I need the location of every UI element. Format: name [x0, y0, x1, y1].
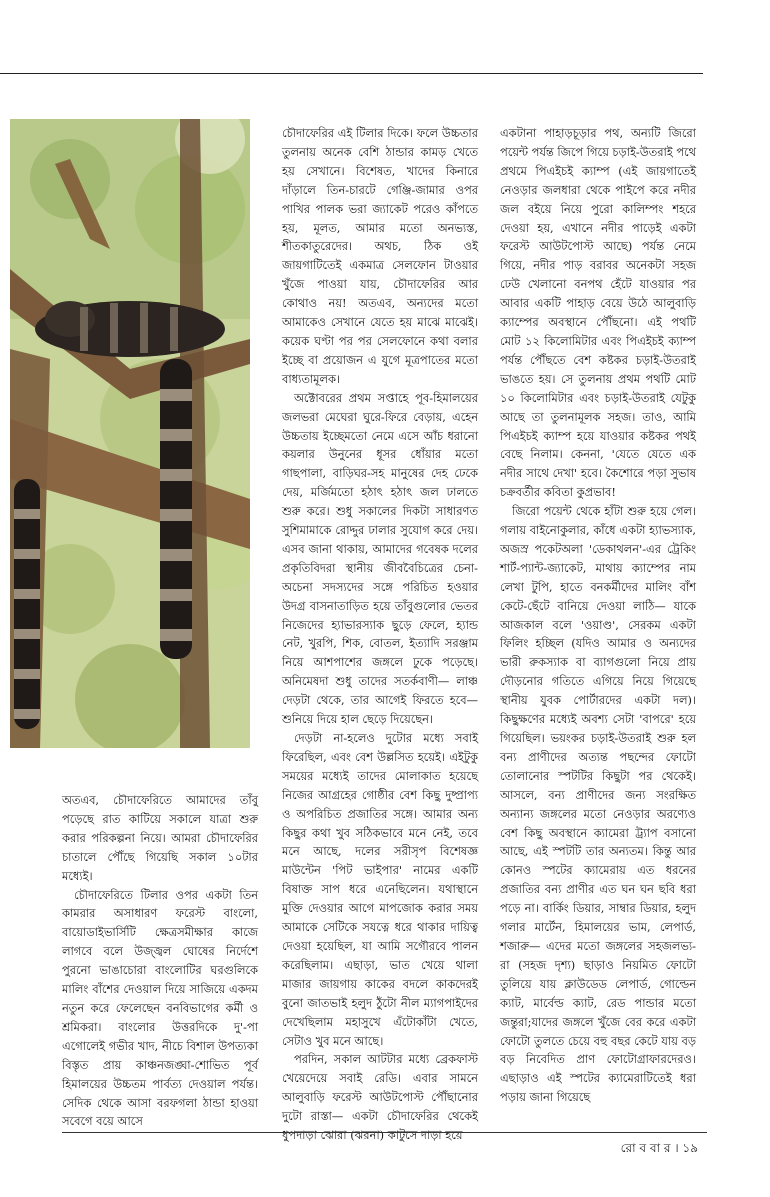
paragraph: পরদিন, সকাল আটটার মধ্যে ব্রেকফাস্ট খেয়েদেয়ে সবাই রেডি। এবার সামনে আলুবাড়ি ফরেস্ট আউটপোস্ট পৌঁছানোর দুটো রাস্তা— একটা চৌদাফেরির থেকেই ধুপদাড়া ঝোরা (ঝরনা) কাটুসে দাড়া হয়ে [282, 1052, 478, 1143]
paragraph: দেড়টা না-হলেও দুটোর মধ্যে সবাই ফিরেছিল, এবং বেশ উল্লসিত হয়েই। এইটুকু সময়ের মধ্যেই তাদের মোলাকাত হয়েছে নিজের আগ্রহের গোষ্ঠীর বেশ কিছু দুষ্প্রাপ্য ও অপরিচিত প্রজাতির সঙ্গে। আমার অন্য কিছুর কথা খুব সঠিকভাবে মনে নেই, তবে মনে আছে, দলের সরীসৃপ বিশেষজ্ঞ মাউন্টেন 'পিট ভাইপার' নামের একটি বিষাক্ত সাপ ধরে এনেছিলেন। যথাস্থানে মুক্তি দেওয়ার আগে মাপজোক করার সময় আমাকে সেটিকে সযত্নে ধরে থাকার দায়িত্ব দেওয়া হয়েছিল, যা আমি সগৌরবে পালন করেছিলাম। এছাড়া, ভাত খেয়ে থালা মাজার জায়গায় কাকের বদলে কাকদেরই বুনো জাতভাই হলুদ ঠুঁটো নীল ম্যাগপাইদের দেখেছিলাম মহাসুখে এঁটোকাঁটা খেতে, সেটাও খুব মনে আছে। [282, 731, 478, 1048]
article-column-1 [62, 791, 258, 1131]
paragraph: চৌদাফেরিতে টিলার ওপর একটা তিন কামরার অসাধারণ ফরেস্ট বাংলো, বায়োডাইভার্সিটি ক্ষেত্রসমীক্ষার কাজে লাগবে বলে উজ্জ্বল ঘোষের নির্দেশে পুরনো ভাঙাচোরা বাংলোটির ঘরগুলিকে মালিং বাঁশের দেওয়াল দিয়ে সাজিয়ে একদম নতুন করে ফেলেছেন বনবিভাগের কর্মী ও শ্রমিকরা। বাংলোর উত্তরদিকে দু'-পা এগোলেই গভীর খাদ, নীচে বিশাল উপত্যকা বিস্তৃত প্রায় কাঞ্চনজঙ্ঘা-শোভিত পূর্ব হিমালয়ের উচ্চতম পার্বত্য দেওয়াল পর্যন্ত। সেদিক থেকে আসা বরফগলা ঠান্ডা হাওয়া সবেগে বয়ে আসে [62, 887, 258, 1129]
article-column-3 [500, 124, 696, 1107]
paragraph: চৌদাফেরির এই টিলার দিকে। ফলে উচ্চতার তুলনায় অনেক বেশি ঠান্ডার কামড় খেতে হয় সেখানে। বিশেষত, খাদের কিনারে দাঁড়ালে তিন-চারটে গেঞ্জি-জামার ওপর পাখির পালক ভরা জ্যাকেট পরেও কাঁপতে হয়, মূলত, আমার মতো অনভ্যস্ত, শীতকাতুরেদের। অথচ, ঠিক ওই জায়গাটিতেই একমাত্র সেলফোন টাওয়ার খুঁজে পাওয়া যায়, চৌদাফেরির আর কোথাও নয়! অতএব, অন্যদের মতো আমাকেও সেখানে যেতে হয় মাঝে মাঝেই। কয়েক ঘণ্টা পর পর সেলফোনে কথা বলার ইচ্ছে বা প্রয়োজন এ যুগে মূত্রপাতের মতো বাধ্যতামূলক। [282, 126, 478, 386]
paragraph: অক্টোবরের প্রথম সপ্তাহে পূব-হিমালয়ের জলভরা মেঘেরা ঘুরে-ফিরে বেড়ায়, এহেন উচ্চতায় ইচ্ছেমতো নেমে এসে আঁচ ধরানো কয়লার উনুনের ধূসর ধোঁয়ার মতো গাছপালা, বাড়িঘর-সহ মানুষের দেহ ঢেকে দেয়, মর্জিমতো হঠাৎ হঠাৎ জল ঢালতে শুরু করে। শুধু সকালের দিকটা সাধারণত সুশিমামাকে রোদ্দুর ঢালার সুযোগ করে দেয়। এসব জানা থাকায়, আমাদের গবেষক দলের প্রকৃতিবিদরা স্থানীয় জীববৈচিত্রের চেনা-অচেনা সদস্যদের সঙ্গে পরিচিত হওয়ার উদগ্র বাসনাতাড়িত হয়ে তাঁবুগুলোর ভেতর নিজেদের হ্যাভারস্যাক ছুড়ে ফেলে, হ্যান্ড নেট, খুরপি, শিক, বোতল, ইত্যাদি সরঞ্জাম নিয়ে আশপাশের জঙ্গলে ঢুকে পড়েছে। অনিমেষদা শুধু তাদের সতর্কবাণী— লাঞ্চ দেড়টা থেকে, তার আগেই ফিরতে হবে— শুনিয়ে দিয়ে হাল ছেড়ে দিয়েছেন। [282, 390, 478, 727]
bottom-rule [62, 1132, 707, 1133]
paragraph: অতএব, চৌদাফেরিতে আমাদের তাঁবু পড়েছে রাত কাটিয়ে সকালে যাত্রা শুরু করার পরিকল্পনা নিয়ে। আমরা চৌদাফেরির চাতালে পৌঁছে গিয়েছি সকাল ১০টার মধ্যেই। [62, 793, 258, 883]
photo-illustration [10, 119, 250, 748]
top-rule [0, 73, 703, 74]
paragraph: জিরো পয়েন্ট থেকে হাঁটা শুরু হয়ে গেল। গলায় বাইনোকুলার, কাঁধে একটা হ্যাভস্যাক, অজস্র পকেটঅলা 'ডেকাথলন'-এর ট্রেকিং শার্ট-প্যান্ট-জ্যাকেট, মাথায় ক্যাম্পের নাম লেখা টুপি, হাতে বনকর্মীদের মালিং বাঁশ কেটে-ছেঁটে বানিয়ে দেওয়া লাঠি— যাকে আজকাল বলে 'ওয়াণ্ড', সেরকম একটা ফিলিং হচ্ছিল (যদিও আমার ও অন্যদের ভারী রুকস্যাক বা ব্যাগগুলো নিয়ে প্রায় দৌড়নোর গতিতে এগিয়ে নিয়ে গিয়েছে স্থানীয় যুবক পোর্টারদের একটা দল)। কিছুক্ষণের মধ্যেই অবশ্য সেটা 'বাপরে' হয়ে গিয়েছিল। ভয়ংকর চড়াই-উতরাই শুরু হল বন্য প্রাণীদের অত্যন্ত পছন্দের ফোটো তোলানোর স্পটটির কিছুটা পর থেকেই। আসলে, বন্য প্রাণীদের জন্য সংরক্ষিত অন্যান্য জঙ্গলের মতো নেওড়ার অরণ্যেও বেশ কিছু অবস্থানে ক্যামেরা ট্র্যাপ বসানো আছে, এই স্পটটি তার অন্যতম। কিন্তু আর কোনও স্পটের ক্যামেরায় এত ধরনের প্রজাতির বন্য প্রাণীর এত ঘন ঘন ছবি ধরা পড়ে না। বার্কিং ডিয়ার, সাম্বার ডিয়ার, হলুদ গলার মার্টেন, হিমালয়ের ভাম, লেপার্ড, শজারু— এদের মতো জঙ্গলের সহজলভ্য-রা (সহজ দৃশ্য) ছাড়াও নিয়মিত ফোটো তুলিয়ে যায় ক্লাউডেড লেপার্ড, গোল্ডেন ক্যাট, মার্বেল্ড ক্যাট, রেড পান্ডার মতো জন্তুরা;যাদের জঙ্গলে খুঁজে বের করে একটা ফোটো তুলতে চেয়ে বহু বছর কেটে যায় বড় বড় নিবেদিত প্রাণ ফোটোগ্রাফারদেরও। এছাড়াও এই স্পটের ক্যামেরাটিতেই ধরা পড়ায় জানা গিয়েছে [500, 504, 696, 1105]
binturong-photo [10, 119, 250, 748]
page-folio: রো ব বা র । ১৯ [620, 1141, 698, 1155]
paragraph: একটানা পাহাড়চূড়ার পথ, অন্যটি জিরো পয়েন্ট পর্যন্ত জিপে গিয়ে চড়াই-উতরাই পথে প্রথমে পিএইচই ক্যাম্প (এই জায়গাতেই নেওড়ার জলধারা থেকে পাইপে করে নদীর জল বইয়ে নিয়ে পুরো কালিম্পং শহরে দেওয়া হয়, এখানে নদীর পাড়েই একটা ফরেস্ট আউটপোস্ট আছে) পর্যন্ত নেমে গিয়ে, নদীর পাড় বরাবর অনেকটা সহজ ঢেউ খেলানো বনপথ হেঁটে যাওয়ার পর আবার একটি পাহাড় বেয়ে উঠে আলুবাড়ি ক্যাম্পের অবস্থানে পৌঁছনো। এই পথটি মোট ১২ কিলোমিটার এবং পিএইচই ক্যাম্প পর্যন্ত পৌঁছতে বেশ কষ্টকর চড়াই-উতরাই ভাঙতে হয়। সে তুলনায় প্রথম পথটি মোট ১০ কিলোমিটার এবং চড়াই-উতরাই যেটুকু আছে তা তুলনামূলক সহজ। তাও, আমি পিএইচই ক্যাম্প হয়ে যাওয়ার কষ্টকর পথই বেছে নিলাম। কেননা, 'যেতে যেতে এক নদীর সাথে দেখা' হবে। কৈশোরে পড়া সুভাষ চক্রবর্তীর কবিতা কুপ্রভাব! [500, 126, 696, 500]
article-column-2 [282, 124, 478, 1145]
